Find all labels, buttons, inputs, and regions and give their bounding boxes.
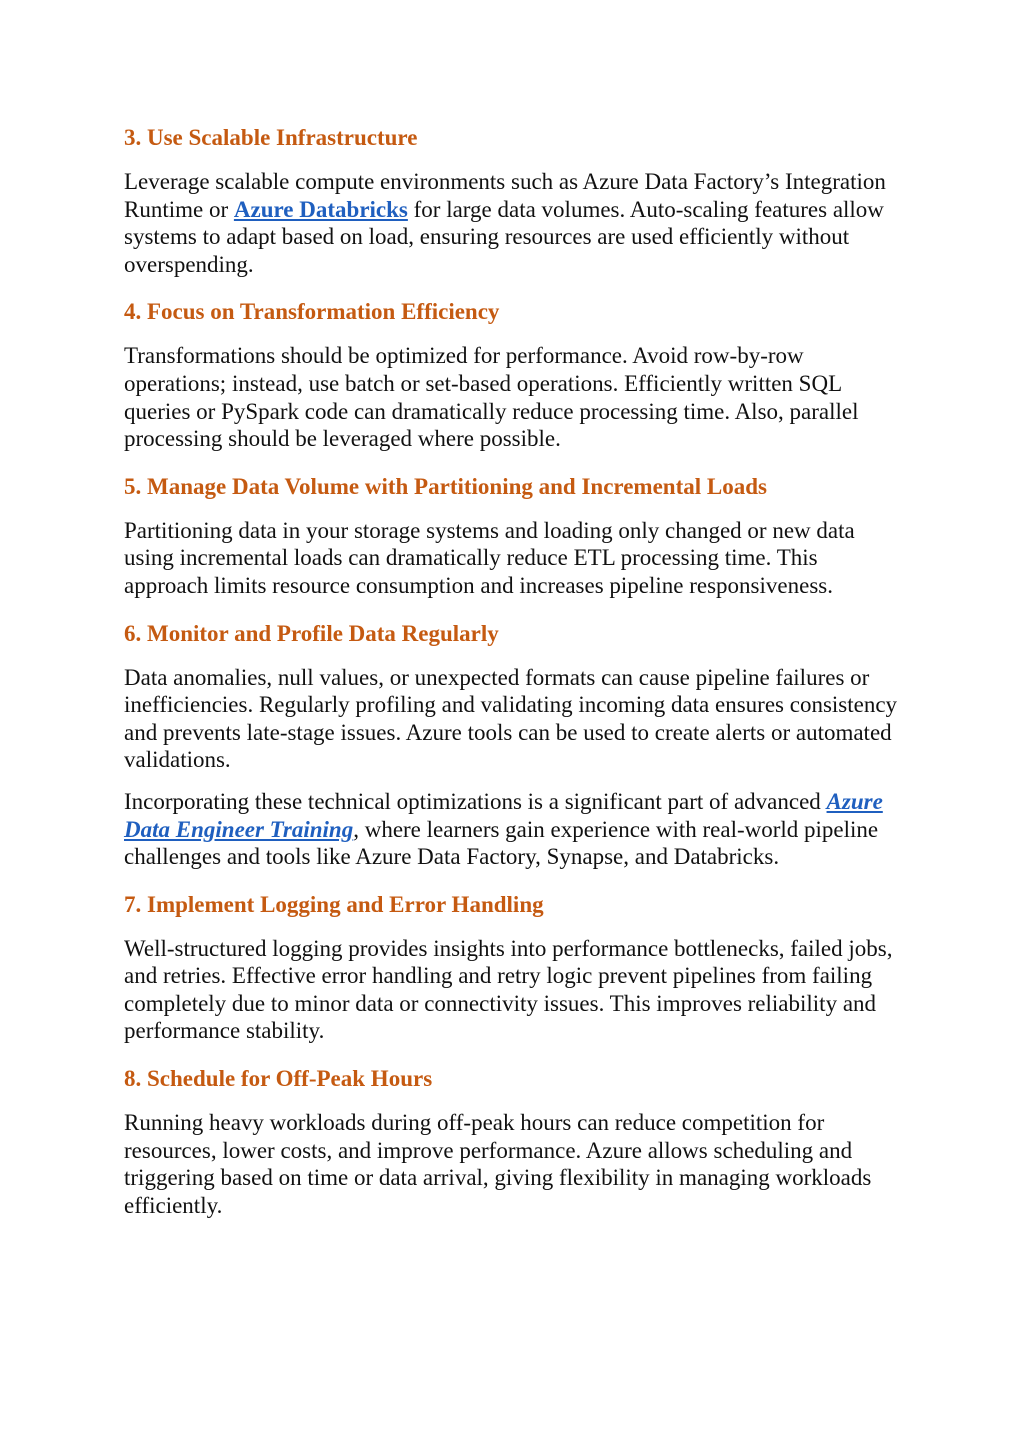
section-heading-6: 6. Monitor and Profile Data Regularly xyxy=(124,620,499,646)
section-heading-8: 8. Schedule for Off-Peak Hours xyxy=(124,1066,433,1092)
section-paragraph-8: Running heavy workloads during off-peak hours can reduce competition for resources, lower costs, and improve performance. Azure allows scheduling and triggering based on time or data arrival, giving flexibility in managing workloads efficiently. xyxy=(124,1110,872,1218)
azure-databricks-link[interactable]: Azure Databricks xyxy=(233,196,408,222)
section-paragraph-3 xyxy=(124,168,904,278)
section-paragraph-7: Well-structured logging provides insights into performance bottlenecks, failed jobs, and retries. Effective error handling and retry logic prevent pipelines from failing completely due to minor data or connectivity issues. This improves reliability and performance stability. xyxy=(124,935,893,1044)
training-paragraph xyxy=(124,788,904,871)
document-page xyxy=(124,118,904,1233)
paragraph-text: Incorporating these technical optimizations is a significant part of advanced xyxy=(124,788,827,814)
section-paragraph-4: Transformations should be optimized for performance. Avoid row-by-row operations; instead, use batch or set-based operations. Efficiently written SQL queries or PySpark code can dramatically reduce processing time. Also, parallel processing should be leveraged where possible. xyxy=(124,343,859,452)
section-heading-7: 7. Implement Logging and Error Handling xyxy=(124,891,544,917)
paragraph-text: , where learners gain experience with real-world pipeline challenges and tools like Azure Data Factory, Synapse, and Databricks. xyxy=(124,816,879,870)
azure-data-engineer-training-link[interactable]: Azure Data Engineer Training xyxy=(124,788,883,842)
paragraph-text: for large data volumes. Auto-scaling features allow systems to adapt based on load, ensuring resources are used efficiently without overspending. xyxy=(124,196,884,277)
section-heading-4: 4. Focus on Transformation Efficiency xyxy=(124,299,500,325)
section-paragraph-5: Partitioning data in your storage systems and loading only changed or new data using incremental loads can dramatically reduce ETL processing time. This approach limits resource consumption and increases pipeline responsiveness. xyxy=(124,517,855,598)
section-heading-3: 3. Use Scalable Infrastructure xyxy=(124,125,418,150)
section-heading-5: 5. Manage Data Volume with Partitioning and Incremental Loads xyxy=(124,473,767,499)
section-paragraph-6: Data anomalies, null values, or unexpected formats can cause pipeline failures or inefficiencies. Regularly profiling and validating incoming data ensures consistency and prevents late-stage issues. Azure tools can be used to create alerts or automated validations. xyxy=(124,664,898,773)
paragraph-text: Leverage scalable compute environments such as Azure Data Factory’s Integration Runtime or xyxy=(124,169,886,222)
